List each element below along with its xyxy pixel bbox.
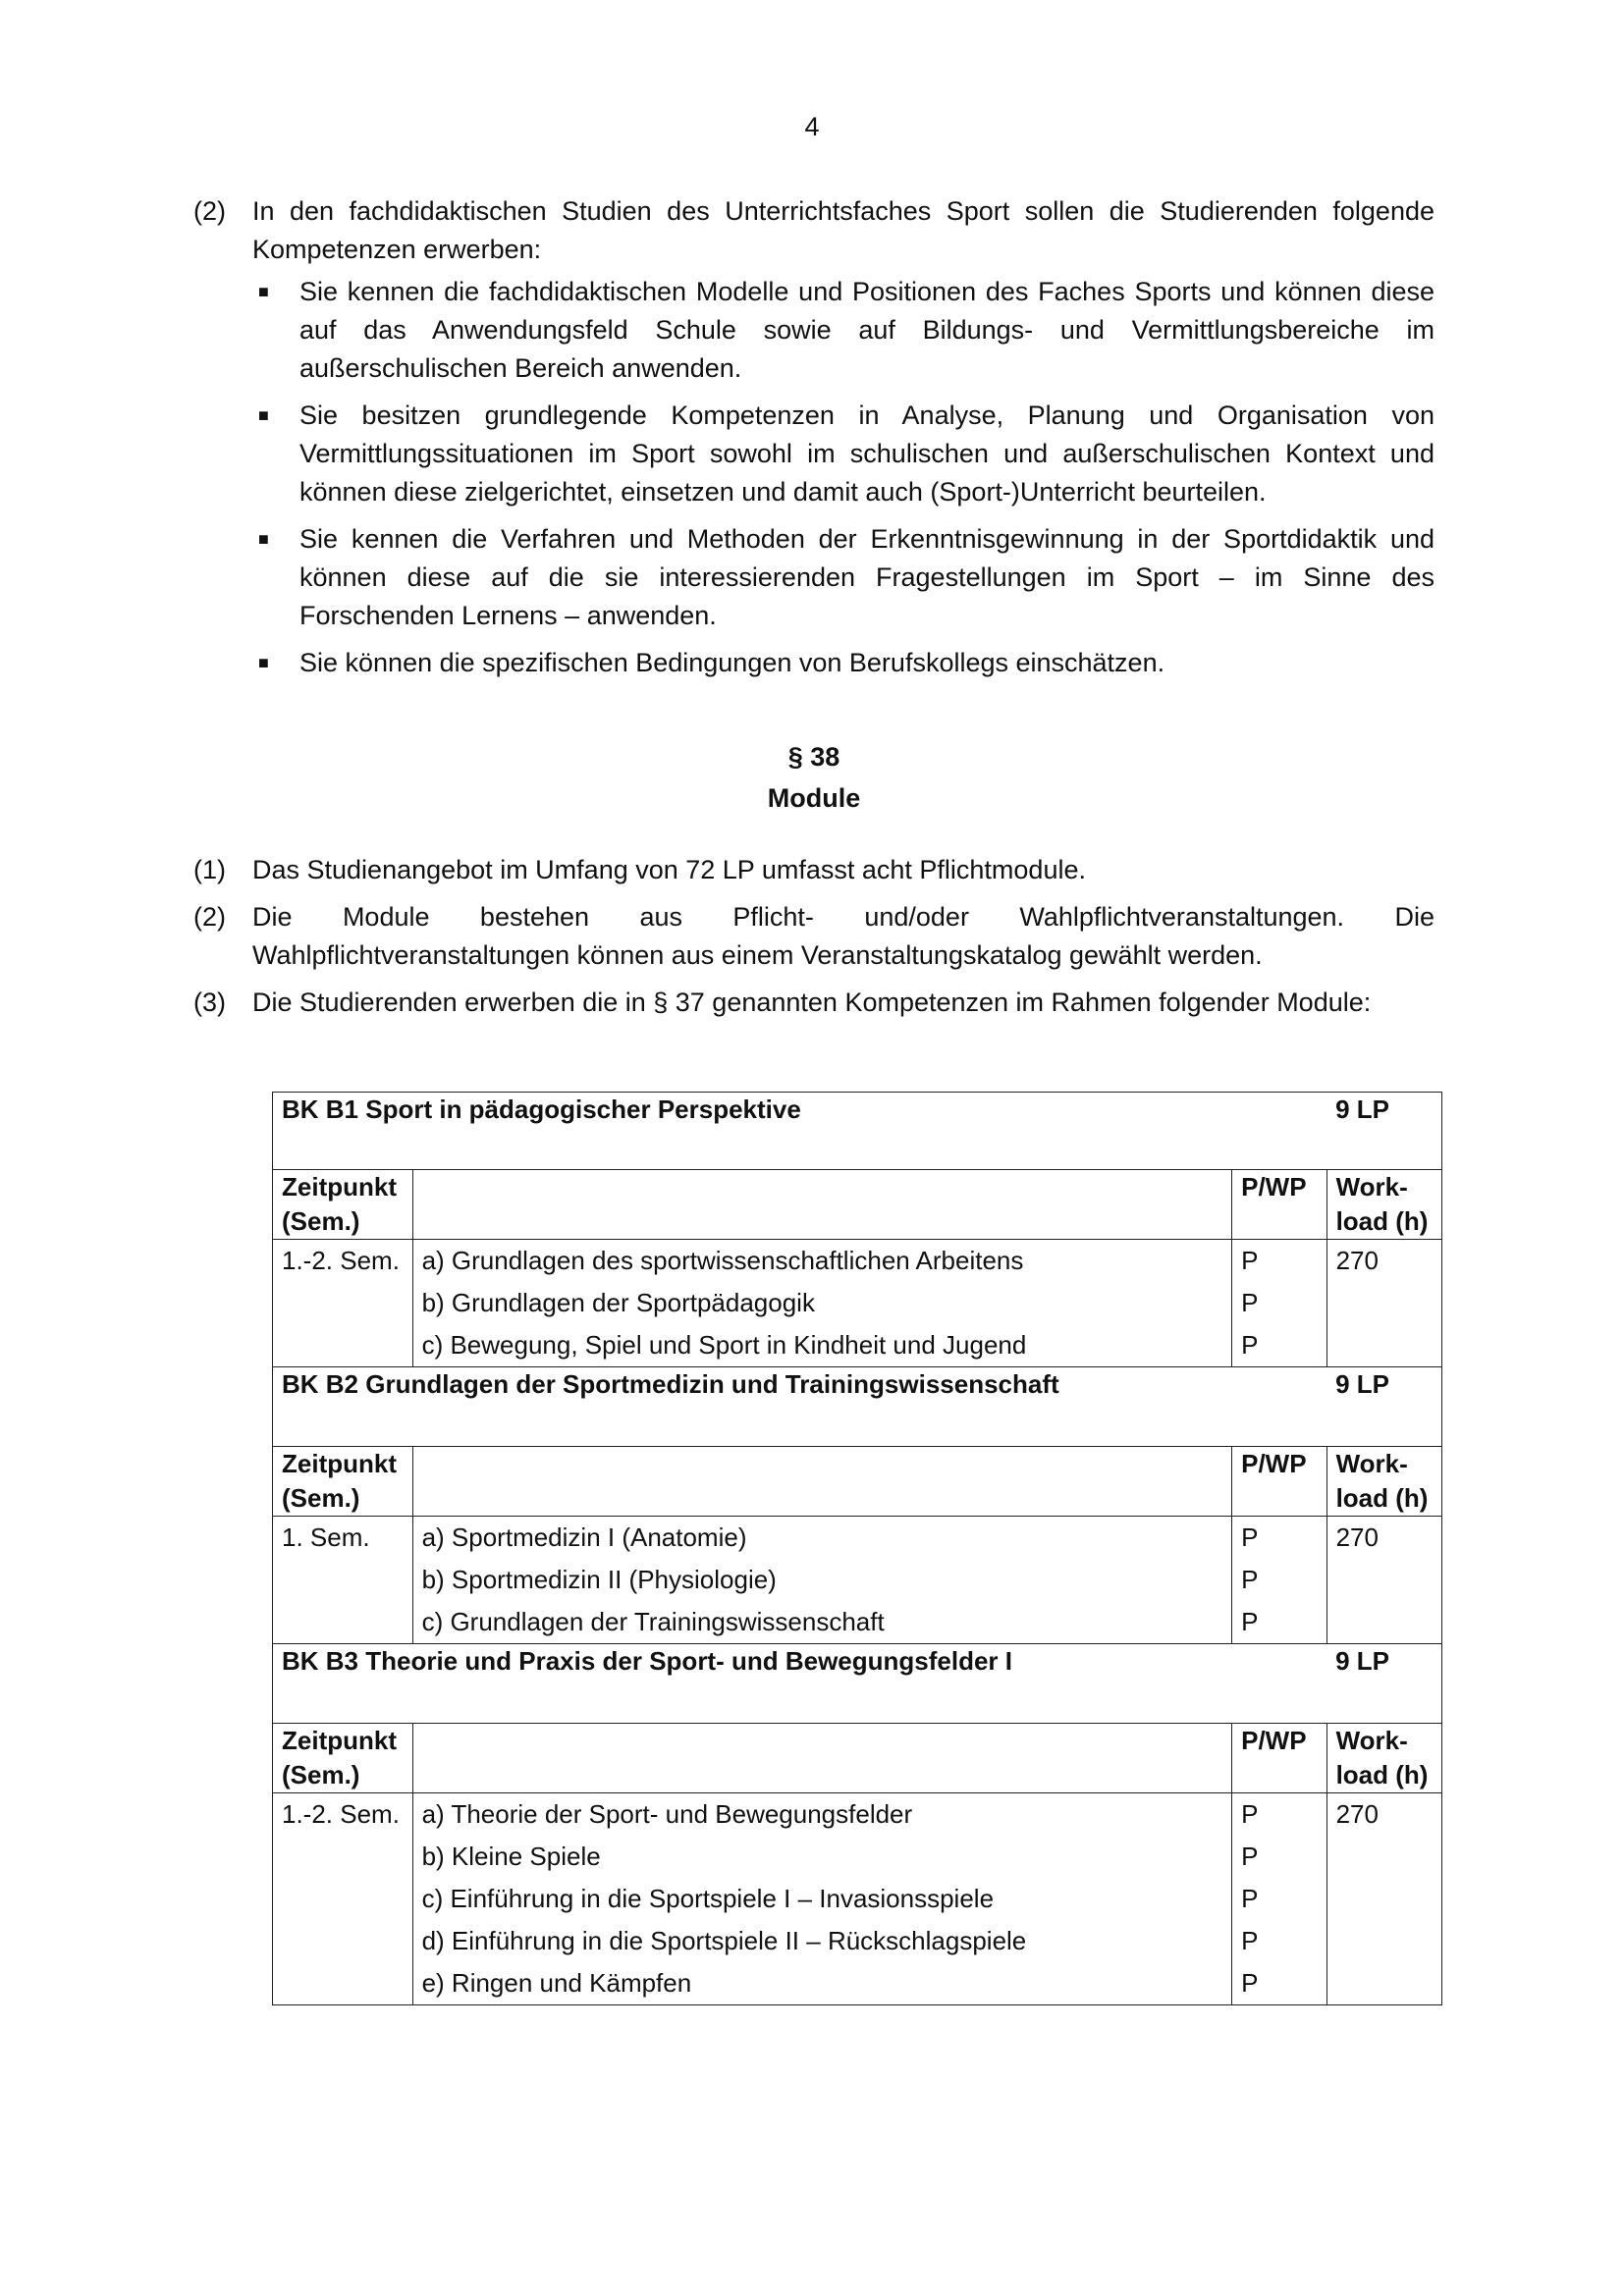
module-paragraph xyxy=(193,851,1435,889)
module-title-row xyxy=(273,1367,1442,1447)
section-number: § 38 xyxy=(787,742,840,772)
module-title: BK B2 Grundlagen der Sportmedizin und Trainingswissenschaft xyxy=(273,1367,1327,1447)
course-type-cell xyxy=(1232,1793,1326,2005)
course-type: P xyxy=(1241,1799,1259,1829)
course-type: P xyxy=(1241,1522,1259,1552)
list-item: ■ Sie besitzen grundlegende Kompetenzen in Analyse, Planung und Organisation von Vermittlungssituationen im Sport sowohl im schulischen und außerschulischen Kontext und können diese zielgerichtet, einsetzen und damit auch (Sport-)Unterricht beurteilen. xyxy=(252,397,1435,511)
course-type: P xyxy=(1241,1842,1259,1871)
course-name: b) Kleine Spiele xyxy=(421,1842,601,1871)
course-name: c) Einführung in die Sportspiele I – Invasionsspiele xyxy=(421,1884,995,1913)
header-workload: Work-load (h) xyxy=(1326,1724,1441,1793)
section-heading xyxy=(193,736,1435,819)
header-empty xyxy=(412,1170,1232,1240)
header-empty xyxy=(412,1447,1232,1517)
course-type: P xyxy=(1241,1968,1259,1998)
list-item: ■ Sie kennen die fachdidaktischen Modelle und Positionen des Faches Sports und können diese auf das Anwendungsfeld Schule sowie auf Bildungs- und Vermittlungsbereiche im außerschulischen Bereich anwenden. xyxy=(252,273,1435,388)
course-list-cell xyxy=(412,1517,1232,1644)
competences-paragraph xyxy=(193,192,1435,269)
course-list-cell xyxy=(412,1793,1232,2005)
module-header-row xyxy=(273,1447,1442,1517)
course-type: P xyxy=(1241,1246,1259,1275)
course-name: a) Sportmedizin I (Anatomie) xyxy=(421,1522,747,1552)
module-course-row xyxy=(273,1793,1442,2005)
workload-cell: 270 xyxy=(1326,1240,1441,1367)
paragraph-number: (2) xyxy=(193,902,226,932)
module-header-row xyxy=(273,1170,1442,1240)
header-empty xyxy=(412,1724,1232,1793)
paragraph-text: Das Studienangebot im Umfang von 72 LP umfasst acht Pflichtmodule. xyxy=(252,855,1086,884)
header-pwp: P/WP xyxy=(1232,1170,1326,1240)
course-type: P xyxy=(1241,1926,1259,1955)
module-title: BK B1 Sport in pädagogischer Perspektive xyxy=(273,1093,1327,1170)
module-table-body xyxy=(273,1093,1442,2005)
module-title-row xyxy=(273,1093,1442,1170)
header-time: Zeitpunkt (Sem.) xyxy=(273,1447,413,1517)
paragraph-number: (3) xyxy=(193,988,226,1017)
square-bullet-icon: ■ xyxy=(258,405,269,425)
workload-cell: 270 xyxy=(1326,1517,1441,1644)
module-credit-points: 9 LP xyxy=(1326,1644,1441,1724)
module-table xyxy=(272,1092,1442,2005)
module-credit-points: 9 LP xyxy=(1326,1093,1441,1170)
course-name: d) Einführung in die Sportspiele II – Rückschlagspiele xyxy=(421,1926,1027,1955)
square-bullet-icon: ■ xyxy=(258,653,269,672)
course-name: b) Sportmedizin II (Physiologie) xyxy=(421,1565,777,1594)
paragraph-number: (1) xyxy=(193,855,226,884)
square-bullet-icon: ■ xyxy=(258,282,269,301)
course-name: b) Grundlagen der Sportpädagogik xyxy=(421,1288,815,1317)
module-title-row xyxy=(273,1644,1442,1724)
page-number: 4 xyxy=(804,112,820,141)
semester-cell: 1. Sem. xyxy=(273,1517,413,1644)
course-name: a) Theorie der Sport- und Bewegungsfelder xyxy=(421,1799,913,1829)
module-course-row xyxy=(273,1240,1442,1367)
course-type-cell xyxy=(1232,1240,1326,1367)
course-type-cell xyxy=(1232,1517,1326,1644)
section-title: Module xyxy=(767,783,861,813)
module-header-row xyxy=(273,1724,1442,1793)
course-type: P xyxy=(1241,1330,1259,1360)
header-workload: Work-load (h) xyxy=(1326,1447,1441,1517)
header-time: Zeitpunkt (Sem.) xyxy=(273,1170,413,1240)
course-name: e) Ringen und Kämpfen xyxy=(421,1968,692,1998)
module-title: BK B3 Theorie und Praxis der Sport- und Bewegungsfelder I xyxy=(273,1644,1327,1724)
competence-list xyxy=(252,273,1435,682)
document-body xyxy=(193,192,1435,1998)
workload-cell: 270 xyxy=(1326,1793,1441,2005)
module-paragraph xyxy=(193,898,1435,975)
module-paragraph xyxy=(193,984,1435,1022)
header-pwp: P/WP xyxy=(1232,1447,1326,1517)
paragraph-text: Die Studierenden erwerben die in § 37 genannten Kompetenzen im Rahmen folgender Module: xyxy=(252,988,1372,1017)
course-type: P xyxy=(1241,1565,1259,1594)
module-course-row xyxy=(273,1517,1442,1644)
module-credit-points: 9 LP xyxy=(1326,1367,1441,1447)
header-workload: Work-load (h) xyxy=(1326,1170,1441,1240)
module-paragraphs xyxy=(193,851,1435,1022)
course-list-cell xyxy=(412,1240,1232,1367)
paragraph-text: Die Module bestehen aus Pflicht- und/oder Wahlpflichtveranstaltungen. Die Wahlpflichtveranstaltungen können aus einem Veranstaltungskatalog gewählt werden. xyxy=(252,902,1435,970)
header-pwp: P/WP xyxy=(1232,1724,1326,1793)
course-type: P xyxy=(1241,1288,1259,1317)
square-bullet-icon: ■ xyxy=(258,529,269,549)
list-item: ■ Sie können die spezifischen Bedingungen von Berufskollegs einschätzen. xyxy=(252,644,1435,682)
semester-cell: 1.-2. Sem. xyxy=(273,1793,413,2005)
course-name: c) Grundlagen der Trainingswissenschaft xyxy=(421,1607,885,1636)
semester-cell: 1.-2. Sem. xyxy=(273,1240,413,1367)
list-item: ■ Sie kennen die Verfahren und Methoden der Erkenntnisgewinnung in der Sportdidaktik und können diese auf die sie interessierenden Fragestellungen im Sport – im Sinne des Forschenden Lernens – anwenden. xyxy=(252,520,1435,635)
course-name: c) Bewegung, Spiel und Sport in Kindheit und Jugend xyxy=(421,1330,1027,1360)
paragraph-number: (2) xyxy=(193,196,226,226)
course-name: a) Grundlagen des sportwissenschaftlichen Arbeitens xyxy=(421,1246,1024,1275)
header-time: Zeitpunkt (Sem.) xyxy=(273,1724,413,1793)
course-type: P xyxy=(1241,1607,1259,1636)
course-type: P xyxy=(1241,1884,1259,1913)
paragraph-text: In den fachdidaktischen Studien des Unterrichtsfaches Sport sollen die Studierenden folgende Kompetenzen erwerben: xyxy=(252,196,1435,264)
